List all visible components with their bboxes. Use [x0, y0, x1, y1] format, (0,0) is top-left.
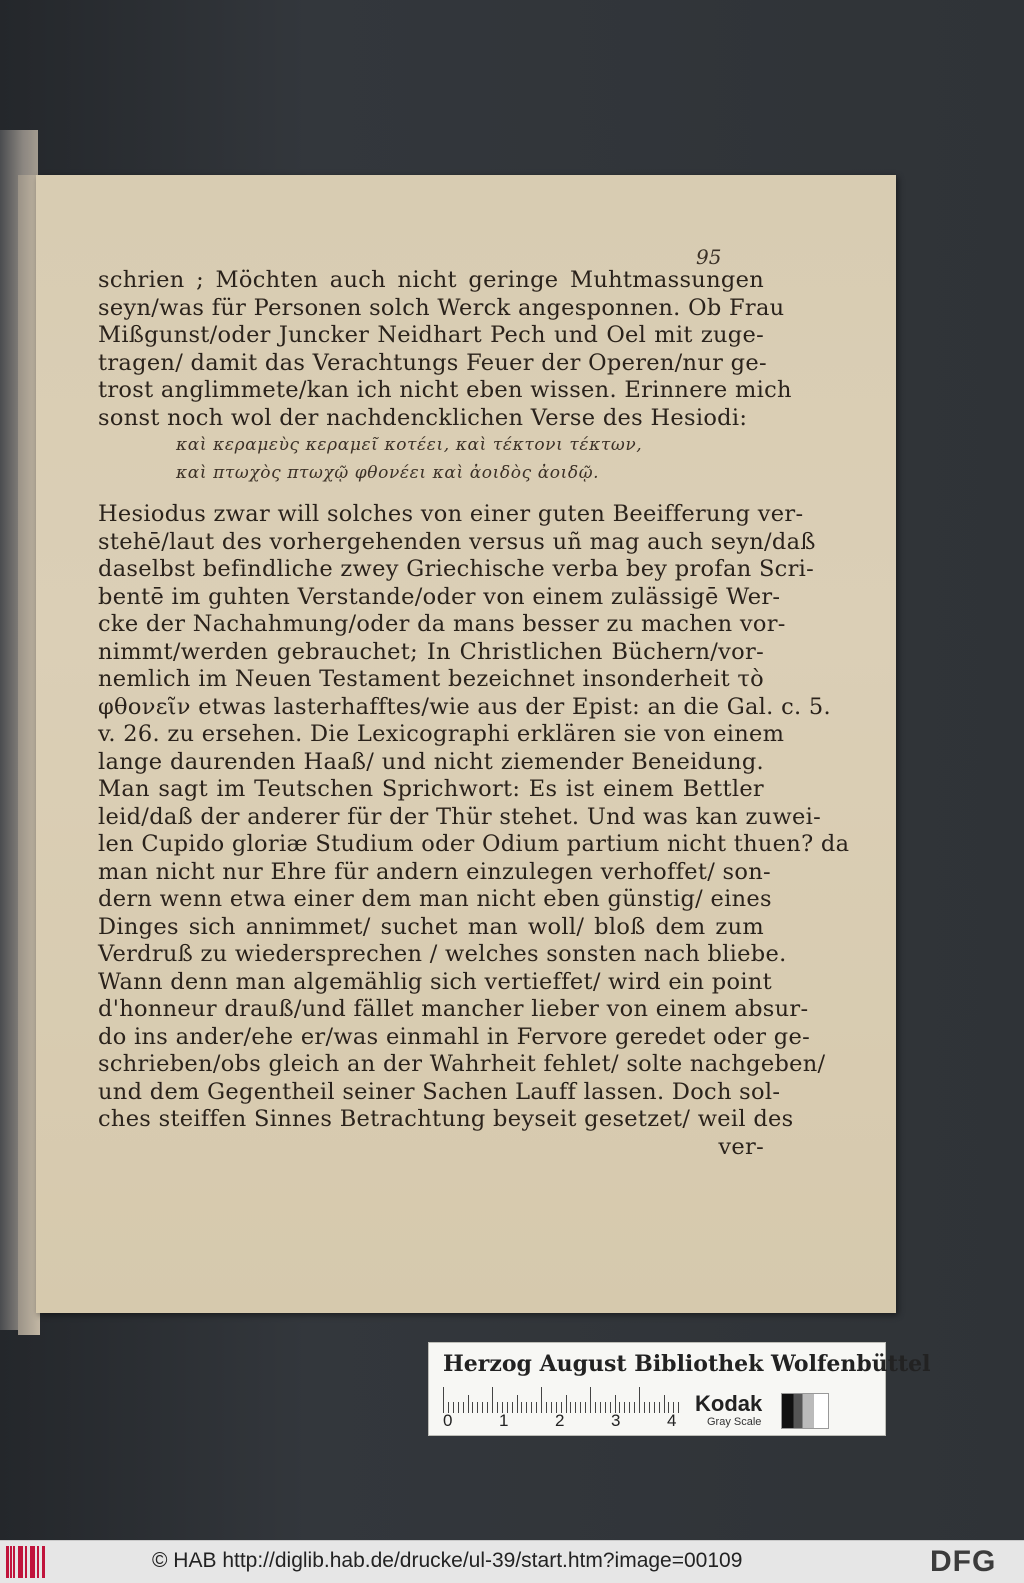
- ruler-tick: [443, 1387, 444, 1413]
- text-line: schrien ; Möchten auch nicht geringe Muhtmassungen: [98, 267, 764, 293]
- gray-scale-swatch: [781, 1393, 829, 1429]
- dfg-logo: DFG: [930, 1545, 997, 1578]
- gray-scale-label: Gray Scale: [707, 1416, 762, 1428]
- barcode-bar: [13, 1546, 15, 1578]
- text-line: nimmt/werden gebrauchet; In Christlichen Büchern/vor-: [98, 638, 764, 665]
- ruler-label: 0: [443, 1411, 453, 1430]
- text-line: len Cupido gloriæ Studium oder Odium partium nicht thuen? da: [98, 831, 850, 857]
- ruler-label: 4: [667, 1411, 677, 1430]
- text-line: leid/daß der anderer für der Thür stehet. Und was kan zuwei-: [98, 803, 822, 830]
- text-line: man nicht nur Ehre für andern einzulegen verhoffet/ son-: [98, 858, 771, 885]
- text-line: καὶ πτωχὸς πτωχῷ φθονέει καὶ ἀοιδὸς ἀοιδῷ.: [176, 462, 600, 483]
- text-line: nemlich im Neuen Testament bezeichnet insonderheit τὸ: [98, 666, 764, 692]
- text-line: v. 26. zu ersehen. Die Lexicographi erklären sie von einem: [98, 721, 785, 747]
- text-line: Wann denn man algemählig sich vertieffet/ wird ein point: [98, 968, 772, 995]
- text-line: sonst noch wol der nachdencklichen Verse des Hesiodi:: [98, 404, 748, 431]
- barcode-bar: [25, 1546, 27, 1578]
- text-line: καὶ κεραμεὺς κεραμεῖ κοτέει, καὶ τέκτονι τέκτων,: [176, 435, 643, 455]
- barcode-bar: [10, 1546, 12, 1578]
- text-line: bentē im guhten Verstande/oder von einem zulässigē Wer-: [98, 583, 781, 610]
- ruler-label: 3: [611, 1411, 621, 1430]
- text-line: schrieben/obs gleich an der Wahrheit fehlet/ solte nachgeben/: [98, 1051, 826, 1077]
- barcode-bar: [42, 1546, 45, 1578]
- barcode-bar: [21, 1546, 23, 1578]
- barcode-bar: [33, 1546, 35, 1578]
- text-line: ver-: [718, 1133, 764, 1160]
- text-line: trost anglimmete/kan ich nicht eben wissen. Erinnere mich: [98, 377, 792, 403]
- ruler-tick: [639, 1387, 640, 1413]
- ruler-label: 1: [499, 1411, 509, 1430]
- text-line: cke der Nachahmung/oder da mans besser zu machen vor-: [98, 611, 786, 637]
- text-line: do ins ander/ehe er/was einmahl in Fervore geredet oder ge-: [98, 1023, 811, 1050]
- ruler-labels: [443, 1411, 703, 1431]
- text-line: daselbst befindliche zwey Griechische verba bey profan Scri-: [98, 556, 815, 582]
- library-color-chart: [428, 1342, 931, 1436]
- text-line: lange daurenden Haaß/ und nicht ziemender Beneidung.: [98, 748, 764, 775]
- barcode-bar: [37, 1546, 39, 1578]
- library-name: Herzog August Bibliothek Wolfenbüttel: [443, 1351, 931, 1377]
- measurement-ruler: [443, 1387, 679, 1413]
- viewer-footer: [0, 1540, 1024, 1583]
- text-line: stehē/laut des vorhergehenden versus uñ mag auch seyn/daß: [98, 528, 816, 555]
- text-line: [98, 487, 764, 501]
- barcode-icon: [6, 1546, 48, 1578]
- text-line: d'honneur drauß/und fället mancher lieber von einem absur-: [98, 996, 809, 1022]
- text-line: Hesiodus zwar will solches von einer guten Beeifferung ver-: [98, 501, 804, 527]
- ruler-tick: [541, 1387, 542, 1413]
- ruler-tick: [590, 1387, 591, 1413]
- text-line: Dinges sich annimmet/ suchet man woll/ bloß dem zum: [98, 913, 764, 940]
- text-line: Mißgunst/oder Juncker Neidhart Pech und Oel mit zuge-: [98, 322, 764, 348]
- page-number: 95: [696, 245, 722, 269]
- barcode-bar: [6, 1546, 9, 1578]
- book-page: [36, 175, 896, 1313]
- text-line: tragen/ damit das Verachtungs Feuer der Operen/nur ge-: [98, 349, 767, 376]
- ruler-tick: [492, 1387, 493, 1413]
- text-line: ches steiffen Sinnes Betrachtung beyseit gesetzet/ weil des: [98, 1106, 794, 1132]
- ruler-label: 2: [555, 1411, 565, 1430]
- page-text: [98, 267, 850, 1161]
- text-line: φθονεῖν etwas lasterhafftes/wie aus der Epist: an die Gal. c. 5.: [98, 693, 831, 720]
- text-line: seyn/was für Personen solch Werck angesponnen. Ob Frau: [98, 294, 785, 321]
- text-line: Man sagt im Teutschen Sprichwort: Es ist einem Bettler: [98, 776, 764, 802]
- kodak-logo: Kodak: [695, 1391, 763, 1416]
- text-line: Verdruß zu wiedersprechen / welches sonsten nach bliebe.: [98, 941, 787, 967]
- text-line: dern wenn etwa einer dem man nicht eben günstig/ eines: [98, 886, 772, 912]
- credit-link[interactable]: © HAB http://diglib.hab.de/drucke/ul-39/start.htm?image=00109: [152, 1549, 743, 1572]
- text-line: und dem Gegentheil seiner Sachen Lauff lassen. Doch sol-: [98, 1078, 781, 1105]
